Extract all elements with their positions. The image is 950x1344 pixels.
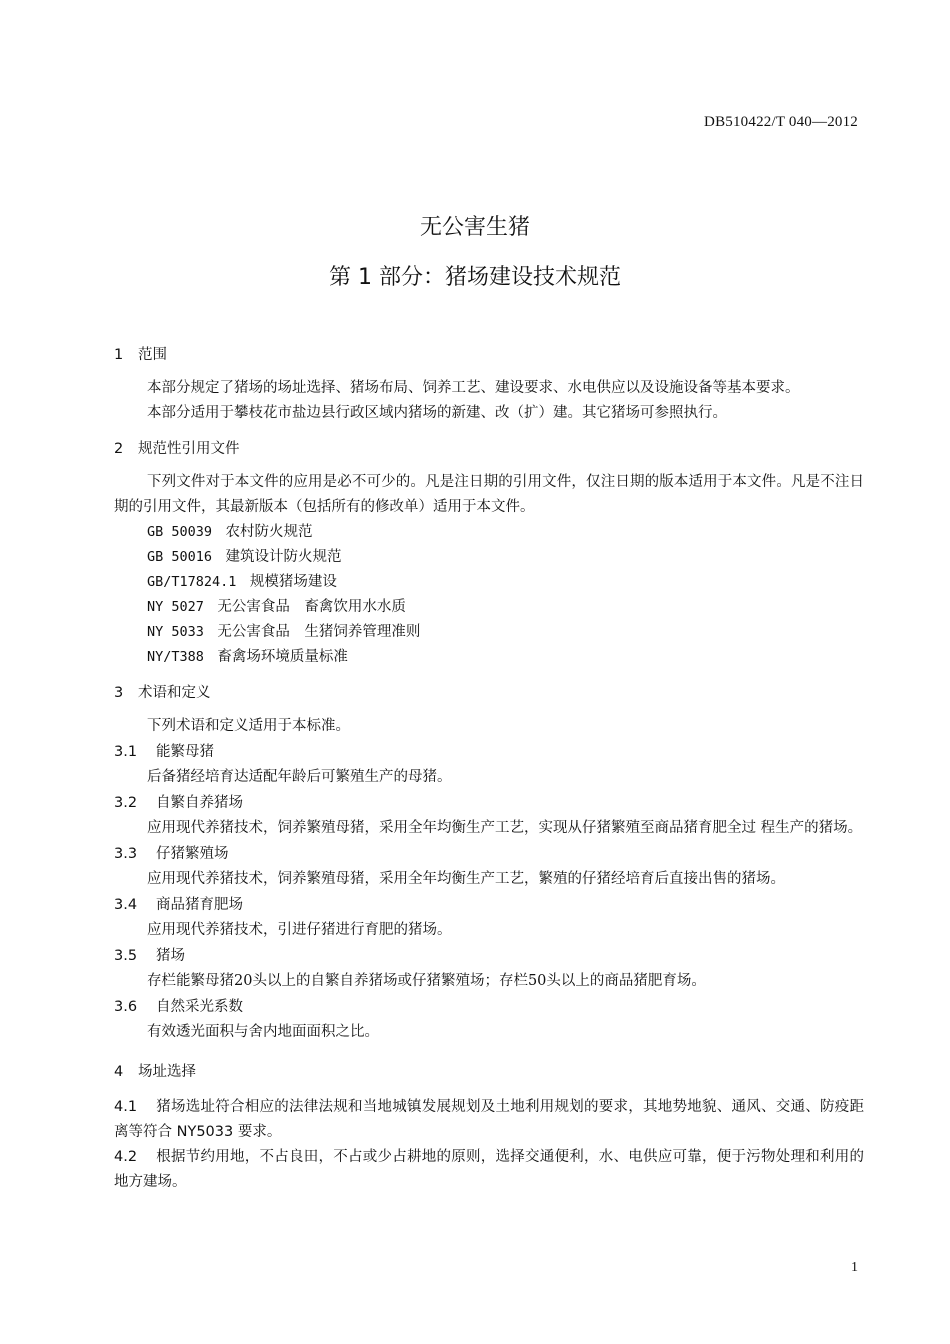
document-body	[114, 342, 864, 1195]
paragraph: 本部分适用于攀枝花市盐边县行政区域内猪场的新建、改（扩）建。其它猪场可参照执行。	[147, 405, 727, 421]
reference-code: NY/T388	[147, 649, 204, 665]
reference-item	[147, 520, 864, 545]
reference-item	[147, 545, 864, 570]
section-heading-normative-references	[114, 436, 864, 462]
section-title: 场址选择	[138, 1064, 196, 1080]
section-heading-terms	[114, 680, 864, 706]
clause-text: 根据节约用地，不占良田，不占或少占耕地的原则，选择交通便利，水、电供应可靠，便于污物处理和利用的地方建场。	[114, 1149, 864, 1190]
reference-code: GB 50016	[147, 549, 213, 565]
term-heading	[114, 994, 864, 1020]
term-number: 3.6	[114, 999, 138, 1015]
term-heading	[114, 892, 864, 918]
term-title: 商品猪育肥场	[156, 897, 243, 913]
reference-code: GB 50039	[147, 524, 213, 540]
term-definition: 应用现代养猪技术，饲养繁殖母猪，采用全年均衡生产工艺，实现从仔猪繁殖至商品猪育肥全过 程生产的猪场。	[147, 820, 863, 836]
reference-item	[147, 645, 864, 670]
document-subtitle: 第 1 部分：猪场建设技术规范	[329, 265, 621, 290]
term-title: 猪场	[156, 948, 185, 964]
term-number: 3.5	[114, 948, 138, 964]
paragraph: 下列文件对于本文件的应用是必不可少的。凡是注日期的引用文件，仅注日期的版本适用于本文件。凡是不注日期的引用文件，其最新版本（包括所有的修改单）适用于本文件。	[114, 474, 864, 515]
paragraph: 下列术语和定义适用于本标准。	[147, 718, 350, 734]
document-title: 无公害生猪	[419, 215, 530, 240]
clause-number: 4.1	[114, 1099, 138, 1115]
section-number: 1	[114, 347, 124, 363]
reference-title: 畜禽场环境质量标准	[217, 649, 348, 665]
reference-title: 无公害食品 生猪饲养管理准则	[217, 624, 421, 640]
section-title: 规范性引用文件	[138, 441, 240, 457]
term-definition: 应用现代养猪技术，引进仔猪进行育肥的猪场。	[147, 922, 452, 938]
term-number: 3.3	[114, 846, 138, 862]
reference-title: 建筑设计防火规范	[225, 549, 342, 565]
term-definition: 后备猪经培育达适配年龄后可繁殖生产的母猪。	[147, 769, 452, 785]
reference-item	[147, 620, 864, 645]
reference-code: GB/T17824.1	[147, 574, 237, 590]
clause-item	[114, 1095, 864, 1145]
section-heading-site-selection	[114, 1059, 864, 1085]
section-title: 范围	[138, 347, 167, 363]
page-number: 1	[851, 1260, 858, 1275]
term-number: 3.4	[114, 897, 138, 913]
term-title: 能繁母猪	[156, 744, 214, 760]
reference-title: 规模猪场建设	[249, 574, 337, 590]
term-heading	[114, 790, 864, 816]
reference-item	[147, 570, 864, 595]
term-heading	[114, 739, 864, 765]
term-title: 仔猪繁殖场	[156, 846, 229, 862]
section-number: 2	[114, 441, 124, 457]
term-heading	[114, 943, 864, 969]
reference-title: 无公害食品 畜禽饮用水水质	[217, 599, 406, 615]
paragraph: 本部分规定了猪场的场址选择、猪场布局、饲养工艺、建设要求、水电供应以及设施设备等基本要求。	[147, 380, 800, 396]
term-definition: 有效透光面积与舍内地面面积之比。	[147, 1024, 379, 1040]
section-title: 术语和定义	[138, 685, 211, 701]
clause-text: 猪场选址符合相应的法律法规和当地城镇发展规划及土地利用规划的要求，其地势地貌、通风、交通、防疫距离等符合 NY5033 要求。	[114, 1099, 864, 1140]
clause-item	[114, 1145, 864, 1195]
reference-title: 农村防火规范	[225, 524, 313, 540]
term-title: 自然采光系数	[156, 999, 243, 1015]
section-heading-scope	[114, 342, 864, 368]
term-heading	[114, 841, 864, 867]
term-number: 3.1	[114, 744, 138, 760]
term-definition: 应用现代养猪技术，饲养繁殖母猪，采用全年均衡生产工艺，繁殖的仔猪经培育后直接出售的猪场。	[147, 871, 785, 887]
section-number: 4	[114, 1064, 124, 1080]
standard-code: DB510422/T 040—2012	[704, 114, 858, 130]
reference-item	[147, 595, 864, 620]
section-number: 3	[114, 685, 124, 701]
term-title: 自繁自养猪场	[156, 795, 243, 811]
term-definition: 存栏能繁母猪20头以上的自繁自养猪场或仔猪繁殖场；存栏50头以上的商品猪肥育场。	[147, 973, 706, 989]
reference-code: NY 5033	[147, 624, 204, 640]
clause-number: 4.2	[114, 1149, 138, 1165]
term-number: 3.2	[114, 795, 138, 811]
reference-code: NY 5027	[147, 599, 204, 615]
